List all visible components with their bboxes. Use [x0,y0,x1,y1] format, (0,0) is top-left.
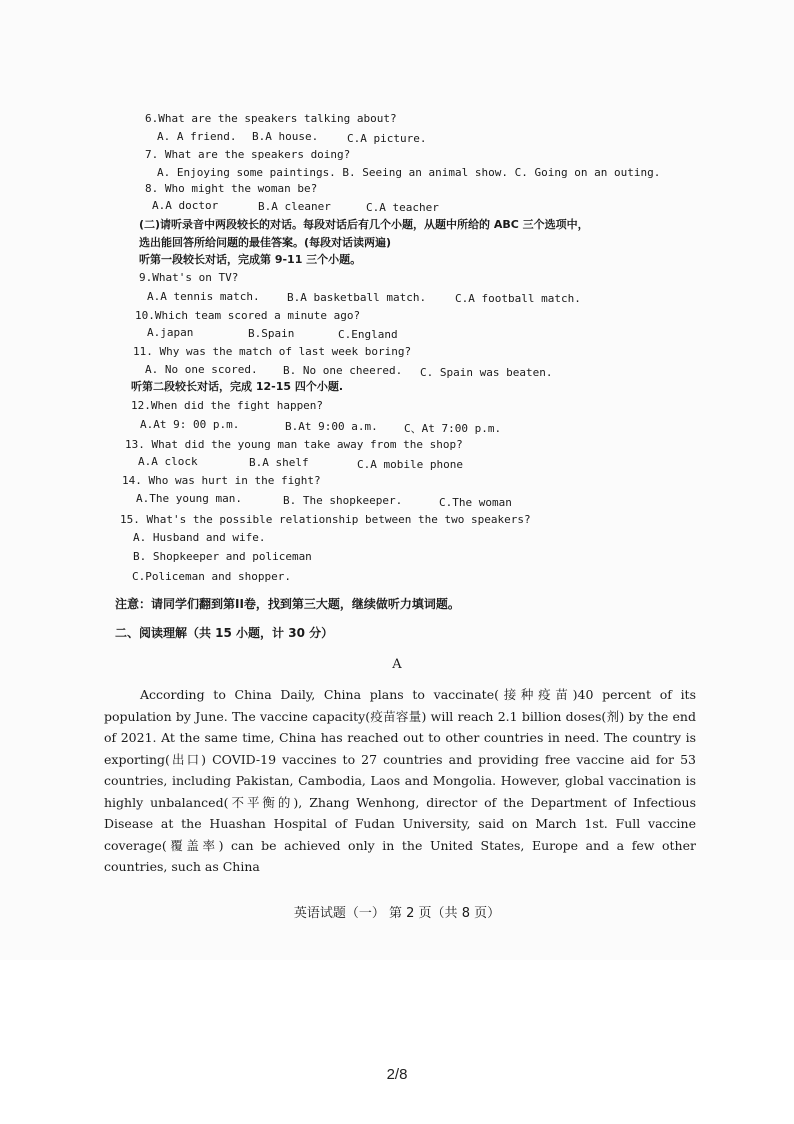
q13-stem: 13. What did the young man take away from the shop? [125,438,463,451]
q14-stem: 14. Who was hurt in the fight? [122,474,321,487]
q10-option-c: C.England [338,328,398,341]
q11-option-b: B. No one cheered. [283,364,403,377]
q12-stem: 12.When did the fight happen? [131,399,324,412]
q7-options: A. Enjoying some paintings. B. Seeing an animal show. C. Going on an outing. [157,166,661,179]
q6-option-c: C.A picture. [347,132,427,145]
q14-option-b: B. The shopkeeper. [283,494,403,507]
section2-instruction-line2: 选出能回答所给问题的最佳答案。(每段对话读两遍) [139,236,392,249]
q12-option-c: C、At 7:00 p.m. [404,422,502,435]
q9-option-a: A.A tennis match. [147,290,260,303]
q8-option-b: B.A cleaner [258,200,331,213]
q13-option-a: A.A clock [138,455,198,468]
section2-instruction-line1: (二)请听录音中两段较长的对话。每段对话后有几个小题，从题中所给的 ABC 三个选项中， [139,218,589,231]
page-indicator: 2/8 [386,1066,408,1083]
q11-option-c: C. Spain was beaten. [420,366,553,379]
q10-option-b: B.Spain [248,327,295,340]
q6-option-b: B.A house. [252,130,319,143]
q10-stem: 10.Which team scored a minute ago? [135,309,361,322]
q11-stem: 11. Why was the match of last week boring? [133,345,412,358]
dialog1-intro: 听第一段较长对话，完成第 9-11 三个小题。 [139,253,362,266]
q15-option-b: B. Shopkeeper and policeman [133,550,312,563]
q15-stem: 15. What's the possible relationship between the two speakers? [120,513,531,526]
q12-option-a: A.At 9: 00 p.m. [140,418,240,431]
q9-stem: 9.What's on TV? [139,271,239,284]
page-footer: 英语试题（一） 第 2 页（共 8 页） [293,906,501,921]
q8-option-a: A.A doctor [152,199,219,212]
q6-option-a: A. A friend. [157,130,237,143]
section-reading-title: 二、阅读理解（共 15 小题，计 30 分） [115,626,334,640]
q10-option-a: A.japan [147,326,194,339]
q9-option-b: B.A basketball match. [287,291,427,304]
q6-stem: 6.What are the speakers talking about? [145,112,397,125]
notice: 注意：请同学们翻到第II卷，找到第三大题，继续做听力填词题。 [115,597,460,611]
q13-option-b: B.A shelf [249,456,309,469]
q14-option-c: C.The woman [439,496,512,509]
q11-option-a: A. No one scored. [145,363,258,376]
q8-option-c: C.A teacher [366,201,439,214]
q13-option-c: C.A mobile phone [357,458,463,471]
q14-option-a: A.The young man. [136,492,242,505]
passage-letter: A [392,657,402,672]
q15-option-c: C.Policeman and shopper. [132,570,291,583]
passage-a-text: According to China Daily, China plans to vaccinate(接种疫苗)40 percent of its population by June. The vaccine capacity(疫苗容量) will reach 2.1 billion doses(剂) by the end of 2021. At the same time, China has reached out to other countries in need. The country is exporting(出口) COVID-19 vaccines to 27 countries and providing free vaccine aid for 53 countries, including Pakistan, Cambodia, Laos and Mongolia. However, global vaccination is highly unbalanced(不平衡的), Zhang Wenhong, director of the Department of Infectious Disease at the Huashan Hospital of Fudan University, said on March 1st. Full vaccine coverage(覆盖率) can be achieved only in the United States, Europe and a few other countries, such as China [104,687,696,874]
q7-stem: 7. What are the speakers doing? [145,148,351,161]
q8-stem: 8. Who might the woman be? [145,182,318,195]
dialog2-intro: 听第二段较长对话，完成 12-15 四个小题. [131,380,344,393]
q12-option-b: B.At 9:00 a.m. [285,420,378,433]
q15-option-a: A. Husband and wife. [133,531,266,544]
q9-option-c: C.A football match. [455,292,581,305]
